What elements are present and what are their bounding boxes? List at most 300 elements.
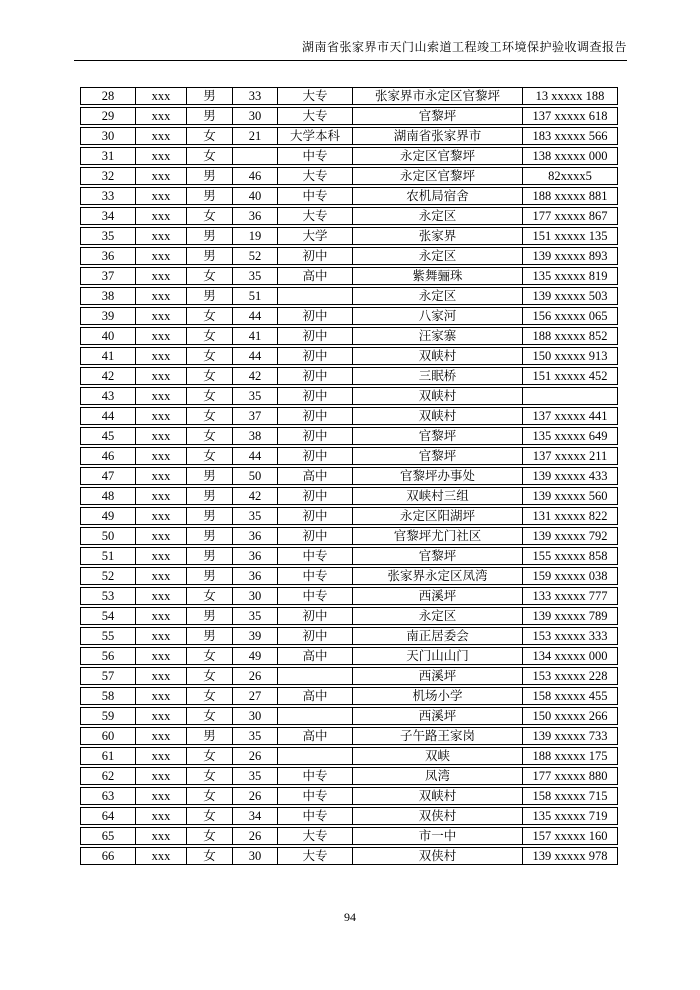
table-cell-name: xxx <box>135 107 186 125</box>
table-cell-phone: 177 xxxxx 867 <box>522 207 618 225</box>
table-cell-phone: 139 xxxxx 789 <box>522 607 618 625</box>
table-cell-education: 初中 <box>277 627 352 645</box>
table-cell-name: xxx <box>135 187 186 205</box>
table-cell-education: 初中 <box>277 487 352 505</box>
table-cell-serial: 31 <box>80 147 135 165</box>
table-cell-serial: 38 <box>80 287 135 305</box>
table-cell-age: 35 <box>232 607 277 625</box>
table-row <box>80 187 618 205</box>
table-cell-age: 35 <box>232 507 277 525</box>
survey-respondents-table <box>80 85 618 867</box>
table-cell-gender: 男 <box>186 727 232 745</box>
table-cell-education: 初中 <box>277 387 352 405</box>
table-cell-education: 高中 <box>277 727 352 745</box>
table-row <box>80 387 618 405</box>
table-cell-phone: 150 xxxxx 266 <box>522 707 618 725</box>
table-cell-address: 西溪坪 <box>352 707 522 725</box>
table-cell-name: xxx <box>135 87 186 105</box>
table-cell-education: 中专 <box>277 787 352 805</box>
table-cell-name: xxx <box>135 247 186 265</box>
table-cell-serial: 61 <box>80 747 135 765</box>
table-cell-education: 高中 <box>277 267 352 285</box>
table-cell-age: 30 <box>232 707 277 725</box>
running-header-text: 湖南省张家界市天门山索道工程竣工环境保护验收调查报告 <box>301 40 627 54</box>
table-cell-gender: 女 <box>186 707 232 725</box>
table-cell-serial: 41 <box>80 347 135 365</box>
table-cell-age: 36 <box>232 207 277 225</box>
table-cell-gender: 男 <box>186 107 232 125</box>
table-row <box>80 647 618 665</box>
table-cell-address: 农机局宿舍 <box>352 187 522 205</box>
table-row <box>80 527 618 545</box>
table-cell-address: 天门山山门 <box>352 647 522 665</box>
table-row <box>80 787 618 805</box>
table-cell-age: 33 <box>232 87 277 105</box>
table-cell-phone: 150 xxxxx 913 <box>522 347 618 365</box>
table-cell-education: 初中 <box>277 367 352 385</box>
table-cell-gender: 男 <box>186 547 232 565</box>
table-cell-name: xxx <box>135 567 186 585</box>
table-cell-name: xxx <box>135 227 186 245</box>
table-cell-serial: 58 <box>80 687 135 705</box>
table-cell-age: 36 <box>232 567 277 585</box>
table-cell-name: xxx <box>135 847 186 865</box>
table-row <box>80 167 618 185</box>
table-row <box>80 367 618 385</box>
table-cell-education <box>277 707 352 725</box>
table-cell-name: xxx <box>135 327 186 345</box>
table-cell-phone: 135 xxxxx 649 <box>522 427 618 445</box>
table-cell-age: 44 <box>232 347 277 365</box>
table-row <box>80 587 618 605</box>
table-cell-gender: 女 <box>186 747 232 765</box>
table-cell-address: 永定区阳湖坪 <box>352 507 522 525</box>
table-cell-gender: 男 <box>186 567 232 585</box>
table-cell-education: 中专 <box>277 807 352 825</box>
table-cell-address: 双峡村 <box>352 787 522 805</box>
table-cell-serial: 48 <box>80 487 135 505</box>
table-cell-serial: 39 <box>80 307 135 325</box>
table-cell-age: 26 <box>232 787 277 805</box>
table-cell-gender: 男 <box>186 467 232 485</box>
table-cell-address: 八家河 <box>352 307 522 325</box>
table-cell-address: 西溪坪 <box>352 587 522 605</box>
table-row <box>80 747 618 765</box>
table-cell-education: 初中 <box>277 327 352 345</box>
table-cell-age: 50 <box>232 467 277 485</box>
table-cell-address: 永定区 <box>352 247 522 265</box>
table-cell-phone: 133 xxxxx 777 <box>522 587 618 605</box>
table-cell-serial: 63 <box>80 787 135 805</box>
table-cell-education: 大专 <box>277 87 352 105</box>
table-cell-name: xxx <box>135 127 186 145</box>
table-row <box>80 147 618 165</box>
table-cell-gender: 女 <box>186 127 232 145</box>
table-cell-serial: 52 <box>80 567 135 585</box>
table-cell-education: 大专 <box>277 207 352 225</box>
table-cell-age: 34 <box>232 807 277 825</box>
table-row <box>80 467 618 485</box>
table-cell-education: 初中 <box>277 247 352 265</box>
table-cell-phone: 188 xxxxx 881 <box>522 187 618 205</box>
table-cell-phone: 137 xxxxx 211 <box>522 447 618 465</box>
table-row <box>80 547 618 565</box>
table-cell-phone: 188 xxxxx 852 <box>522 327 618 345</box>
table-cell-name: xxx <box>135 287 186 305</box>
table-cell-name: xxx <box>135 307 186 325</box>
table-cell-phone: 177 xxxxx 880 <box>522 767 618 785</box>
table-cell-name: xxx <box>135 387 186 405</box>
table-cell-name: xxx <box>135 467 186 485</box>
table-cell-phone: 139 xxxxx 978 <box>522 847 618 865</box>
table-cell-age: 30 <box>232 107 277 125</box>
table-cell-gender: 女 <box>186 667 232 685</box>
table-cell-age: 44 <box>232 447 277 465</box>
table-cell-serial: 35 <box>80 227 135 245</box>
table-cell-serial: 40 <box>80 327 135 345</box>
table-cell-address: 永定区 <box>352 207 522 225</box>
table-cell-name: xxx <box>135 667 186 685</box>
table-cell-name: xxx <box>135 647 186 665</box>
table-cell-age: 42 <box>232 367 277 385</box>
table-row <box>80 247 618 265</box>
table-cell-education: 大专 <box>277 107 352 125</box>
page-number: 94 <box>344 910 356 924</box>
header-rule <box>74 60 627 61</box>
table-cell-address: 永定区官黎坪 <box>352 167 522 185</box>
table-cell-phone: 188 xxxxx 175 <box>522 747 618 765</box>
table-cell-serial: 36 <box>80 247 135 265</box>
table-cell-serial: 46 <box>80 447 135 465</box>
table-cell-serial: 32 <box>80 167 135 185</box>
table-cell-phone: 139 xxxxx 733 <box>522 727 618 745</box>
table-cell-phone: 82xxxx5 <box>522 167 618 185</box>
table-cell-education: 中专 <box>277 147 352 165</box>
table-cell-serial: 66 <box>80 847 135 865</box>
table-cell-education <box>277 747 352 765</box>
table-cell-education: 高中 <box>277 647 352 665</box>
table-cell-gender: 女 <box>186 687 232 705</box>
table-cell-address: 双侠村 <box>352 847 522 865</box>
page-footer <box>0 910 700 925</box>
table-cell-name: xxx <box>135 167 186 185</box>
table-cell-gender: 男 <box>186 167 232 185</box>
table-cell-serial: 57 <box>80 667 135 685</box>
table-cell-education <box>277 287 352 305</box>
table-cell-education: 大学本科 <box>277 127 352 145</box>
table-cell-gender: 女 <box>186 387 232 405</box>
table-cell-gender: 女 <box>186 327 232 345</box>
table-cell-name: xxx <box>135 147 186 165</box>
table-cell-name: xxx <box>135 447 186 465</box>
table-cell-age: 21 <box>232 127 277 145</box>
table-cell-education: 初中 <box>277 447 352 465</box>
table-cell-name: xxx <box>135 347 186 365</box>
table-cell-gender: 男 <box>186 87 232 105</box>
table-cell-phone: 183 xxxxx 566 <box>522 127 618 145</box>
table-cell-address: 机场小学 <box>352 687 522 705</box>
table-cell-gender: 男 <box>186 187 232 205</box>
table-cell-education: 大专 <box>277 827 352 845</box>
table-cell-serial: 47 <box>80 467 135 485</box>
table-cell-address: 官黎坪 <box>352 107 522 125</box>
table-cell-serial: 42 <box>80 367 135 385</box>
table-cell-gender: 女 <box>186 367 232 385</box>
table-cell-phone: 153 xxxxx 333 <box>522 627 618 645</box>
table-cell-address: 南正居委会 <box>352 627 522 645</box>
table-cell-education: 中专 <box>277 767 352 785</box>
table-cell-age: 30 <box>232 587 277 605</box>
table-cell-gender: 女 <box>186 347 232 365</box>
table-cell-serial: 44 <box>80 407 135 425</box>
table-cell-age: 35 <box>232 387 277 405</box>
table-cell-gender: 女 <box>186 267 232 285</box>
table-cell-name: xxx <box>135 787 186 805</box>
table-cell-serial: 54 <box>80 607 135 625</box>
table-cell-education: 中专 <box>277 567 352 585</box>
table-cell-age: 46 <box>232 167 277 185</box>
table-cell-age: 39 <box>232 627 277 645</box>
table-cell-education: 中专 <box>277 587 352 605</box>
table-cell-phone: 139 xxxxx 560 <box>522 487 618 505</box>
table-cell-name: xxx <box>135 527 186 545</box>
table-cell-age <box>232 147 277 165</box>
table-cell-gender: 女 <box>186 147 232 165</box>
table-cell-address: 双峡村 <box>352 387 522 405</box>
table-cell-address: 市一中 <box>352 827 522 845</box>
table-cell-name: xxx <box>135 707 186 725</box>
table-cell-gender: 女 <box>186 447 232 465</box>
table-cell-phone: 155 xxxxx 858 <box>522 547 618 565</box>
table-row <box>80 807 618 825</box>
table-cell-gender: 男 <box>186 607 232 625</box>
table-cell-address: 官黎坪 <box>352 447 522 465</box>
table-cell-address: 官黎坪办事处 <box>352 467 522 485</box>
table-cell-education <box>277 667 352 685</box>
table-cell-age: 30 <box>232 847 277 865</box>
table-cell-name: xxx <box>135 627 186 645</box>
table-cell-address: 永定区 <box>352 607 522 625</box>
table-cell-age: 27 <box>232 687 277 705</box>
table-cell-education: 初中 <box>277 607 352 625</box>
table-cell-education: 大学 <box>277 227 352 245</box>
table-cell-phone: 137 xxxxx 441 <box>522 407 618 425</box>
table-cell-name: xxx <box>135 587 186 605</box>
table-cell-gender: 女 <box>186 807 232 825</box>
table-cell-address: 官黎坪 <box>352 427 522 445</box>
table-cell-phone: 151 xxxxx 135 <box>522 227 618 245</box>
table-row <box>80 827 618 845</box>
table-cell-name: xxx <box>135 547 186 565</box>
table-cell-address: 官黎坪 <box>352 547 522 565</box>
table-row <box>80 427 618 445</box>
table-cell-serial: 64 <box>80 807 135 825</box>
table-cell-phone: 131 xxxxx 822 <box>522 507 618 525</box>
table-cell-education: 大专 <box>277 167 352 185</box>
table-cell-address: 双峡村 <box>352 347 522 365</box>
table-cell-age: 51 <box>232 287 277 305</box>
table-cell-address: 子午路王家岗 <box>352 727 522 745</box>
table-cell-gender: 男 <box>186 287 232 305</box>
table-cell-gender: 女 <box>186 587 232 605</box>
table-cell-age: 26 <box>232 667 277 685</box>
table-cell-gender: 男 <box>186 227 232 245</box>
table-cell-phone: 135 xxxxx 719 <box>522 807 618 825</box>
table-cell-education: 初中 <box>277 407 352 425</box>
table-cell-address: 汪家寨 <box>352 327 522 345</box>
table-cell-gender: 女 <box>186 767 232 785</box>
table-cell-name: xxx <box>135 407 186 425</box>
table-cell-gender: 男 <box>186 507 232 525</box>
table-cell-address: 张家界 <box>352 227 522 245</box>
table-row <box>80 347 618 365</box>
table-cell-serial: 50 <box>80 527 135 545</box>
table-cell-serial: 60 <box>80 727 135 745</box>
table-cell-education: 初中 <box>277 527 352 545</box>
table-cell-serial: 34 <box>80 207 135 225</box>
table-cell-age: 26 <box>232 747 277 765</box>
table-row <box>80 227 618 245</box>
table-row <box>80 607 618 625</box>
table-cell-education: 初中 <box>277 427 352 445</box>
table-cell-age: 35 <box>232 727 277 745</box>
table-cell-phone: 135 xxxxx 819 <box>522 267 618 285</box>
table-cell-education: 高中 <box>277 687 352 705</box>
table-cell-gender: 女 <box>186 307 232 325</box>
table-cell-phone: 139 xxxxx 792 <box>522 527 618 545</box>
table-cell-address: 双峡村三组 <box>352 487 522 505</box>
table-cell-age: 35 <box>232 267 277 285</box>
table-cell-phone: 156 xxxxx 065 <box>522 307 618 325</box>
table-cell-age: 36 <box>232 527 277 545</box>
table-cell-address: 永定区 <box>352 287 522 305</box>
table-cell-age: 35 <box>232 767 277 785</box>
table-cell-serial: 59 <box>80 707 135 725</box>
table-cell-age: 49 <box>232 647 277 665</box>
table-cell-age: 40 <box>232 187 277 205</box>
table-cell-gender: 女 <box>186 427 232 445</box>
table-cell-serial: 56 <box>80 647 135 665</box>
table-cell-name: xxx <box>135 807 186 825</box>
table-cell-address: 三眠桥 <box>352 367 522 385</box>
table-cell-phone: 159 xxxxx 038 <box>522 567 618 585</box>
table-cell-phone: 139 xxxxx 433 <box>522 467 618 485</box>
table-cell-phone: 158 xxxxx 455 <box>522 687 618 705</box>
table-row <box>80 267 618 285</box>
table-cell-phone: 153 xxxxx 228 <box>522 667 618 685</box>
table-cell-name: xxx <box>135 367 186 385</box>
table-cell-phone: 157 xxxxx 160 <box>522 827 618 845</box>
table-cell-serial: 49 <box>80 507 135 525</box>
table-cell-serial: 33 <box>80 187 135 205</box>
table-cell-gender: 女 <box>186 207 232 225</box>
table-cell-education: 初中 <box>277 507 352 525</box>
table-cell-address: 紫舞骊珠 <box>352 267 522 285</box>
table-cell-phone: 134 xxxxx 000 <box>522 647 618 665</box>
table-cell-gender: 女 <box>186 847 232 865</box>
table-cell-age: 41 <box>232 327 277 345</box>
table-cell-serial: 45 <box>80 427 135 445</box>
table-cell-name: xxx <box>135 507 186 525</box>
table-cell-age: 44 <box>232 307 277 325</box>
table-cell-address: 西溪坪 <box>352 667 522 685</box>
table-cell-serial: 29 <box>80 107 135 125</box>
table-cell-serial: 55 <box>80 627 135 645</box>
table-cell-phone: 13 xxxxx 188 <box>522 87 618 105</box>
table-cell-address: 张家界市永定区官黎坪 <box>352 87 522 105</box>
table-row <box>80 207 618 225</box>
table-row <box>80 447 618 465</box>
table-cell-name: xxx <box>135 747 186 765</box>
table-cell-gender: 女 <box>186 827 232 845</box>
table-cell-address: 双峡 <box>352 747 522 765</box>
table-row <box>80 407 618 425</box>
table-row <box>80 507 618 525</box>
table-cell-age: 42 <box>232 487 277 505</box>
table-cell-serial: 28 <box>80 87 135 105</box>
table-cell-gender: 男 <box>186 627 232 645</box>
table-cell-address: 凤湾 <box>352 767 522 785</box>
table-cell-education: 中专 <box>277 187 352 205</box>
table-cell-age: 19 <box>232 227 277 245</box>
table-row <box>80 287 618 305</box>
table-cell-name: xxx <box>135 767 186 785</box>
table-row <box>80 727 618 745</box>
table-cell-name: xxx <box>135 427 186 445</box>
table-cell-serial: 65 <box>80 827 135 845</box>
table-row <box>80 627 618 645</box>
table-row <box>80 127 618 145</box>
table-cell-phone: 151 xxxxx 452 <box>522 367 618 385</box>
table-cell-education: 初中 <box>277 347 352 365</box>
table-row <box>80 327 618 345</box>
table-cell-phone: 139 xxxxx 503 <box>522 287 618 305</box>
table-cell-address: 双峡村 <box>352 407 522 425</box>
table-cell-age: 26 <box>232 827 277 845</box>
table-cell-phone <box>522 387 618 405</box>
table-cell-gender: 女 <box>186 787 232 805</box>
table-row <box>80 487 618 505</box>
table-cell-name: xxx <box>135 487 186 505</box>
table-row <box>80 687 618 705</box>
table-cell-name: xxx <box>135 607 186 625</box>
table-row <box>80 567 618 585</box>
table-cell-age: 38 <box>232 427 277 445</box>
table-cell-name: xxx <box>135 207 186 225</box>
table-cell-address: 双侠村 <box>352 807 522 825</box>
table-cell-serial: 53 <box>80 587 135 605</box>
table-row <box>80 107 618 125</box>
table-cell-age: 36 <box>232 547 277 565</box>
table-row <box>80 767 618 785</box>
table-cell-education: 中专 <box>277 547 352 565</box>
table-row <box>80 707 618 725</box>
table-cell-gender: 女 <box>186 647 232 665</box>
table-cell-gender: 男 <box>186 247 232 265</box>
table-cell-phone: 138 xxxxx 000 <box>522 147 618 165</box>
table-cell-education: 大专 <box>277 847 352 865</box>
table-cell-gender: 男 <box>186 527 232 545</box>
table-cell-gender: 男 <box>186 487 232 505</box>
table-cell-phone: 137 xxxxx 618 <box>522 107 618 125</box>
table-cell-serial: 37 <box>80 267 135 285</box>
table-cell-name: xxx <box>135 827 186 845</box>
table-cell-phone: 139 xxxxx 893 <box>522 247 618 265</box>
table-row <box>80 667 618 685</box>
table-cell-name: xxx <box>135 267 186 285</box>
table-row <box>80 87 618 105</box>
table-cell-age: 37 <box>232 407 277 425</box>
